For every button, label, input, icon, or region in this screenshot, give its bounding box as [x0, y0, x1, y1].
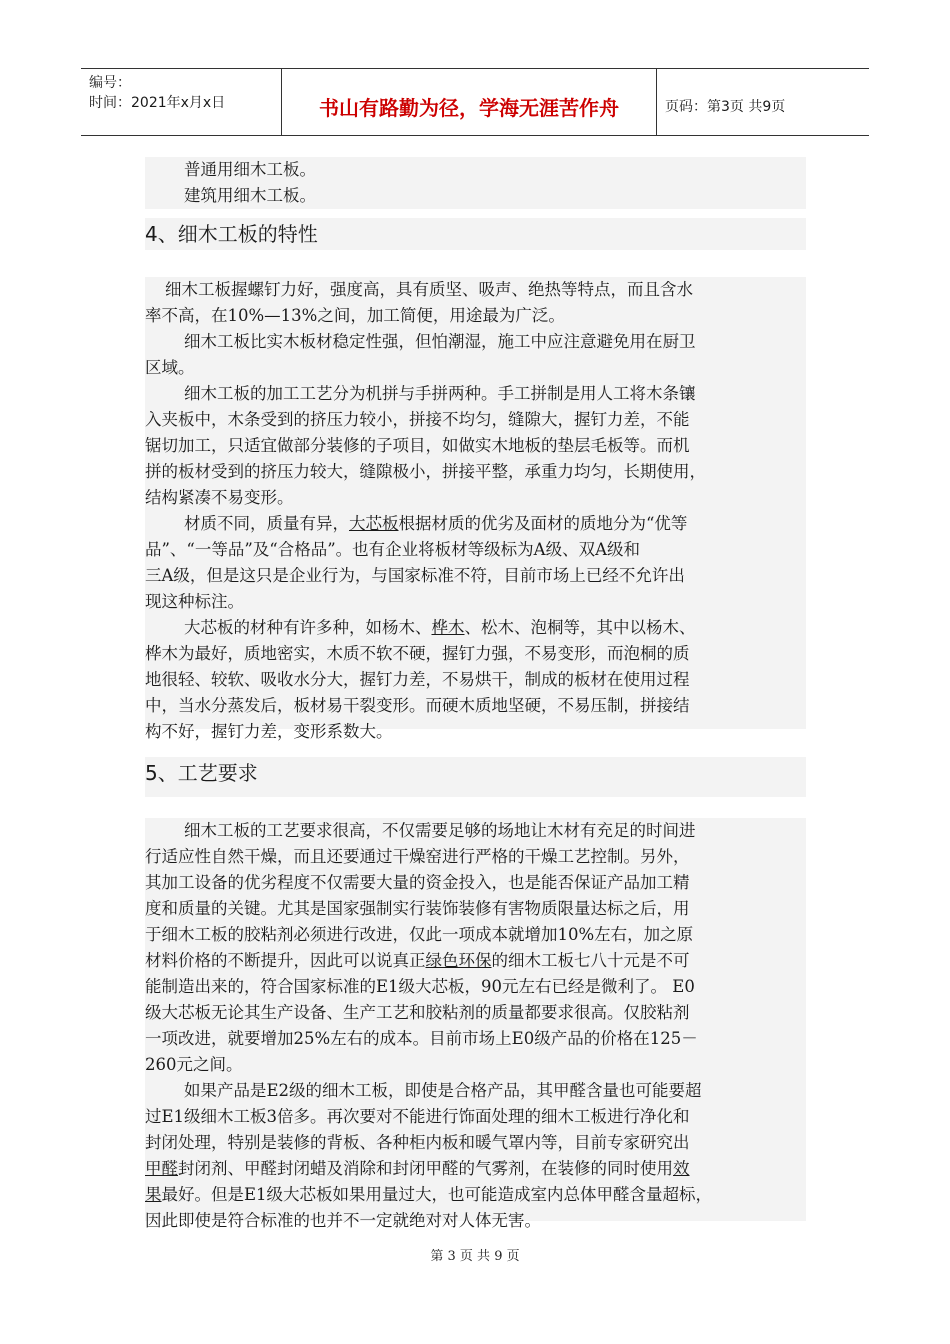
text-fragment: 材料价格的不断提升，因此可以说真正	[145, 951, 426, 970]
text-line	[145, 511, 806, 537]
text-line: 细木工板握螺钉力好，强度高，具有质坚、吸声、绝热等特点，而且含水	[165, 280, 693, 299]
page-header	[81, 68, 869, 136]
link-jiaquan[interactable]: 甲醛	[145, 1159, 178, 1178]
text-fragment: 的细木工板七八十元是不可	[491, 951, 690, 970]
date-label: 时间：2021年x月x日	[89, 95, 226, 111]
text-line: 细木工板的加工工艺分为机拼与手拼两种。手工拼制是用人工将木条镶	[184, 384, 696, 403]
text-line: 过E1级细木工板3倍多。再次要对不能进行饰面处理的细木工板进行净化和	[145, 1107, 690, 1126]
text-line: 其加工设备的优劣程度不仅需要大量的资金投入，也是能否保证产品加工精	[145, 873, 690, 892]
text-line: 封闭处理，特别是装修的背板、各种柜内板和暖气罩内等，目前专家研究出	[145, 1133, 690, 1152]
text-line: 中，当水分蒸发后，板材易干裂变形。而硬木质地坚硬，不易压制，拼接结	[145, 696, 690, 715]
number-label: 编号：	[89, 75, 131, 91]
text-line: 普通用细木工板。	[184, 160, 316, 179]
link-huamu[interactable]: 桦木	[431, 618, 465, 637]
text-line: 率不高，在10%—13%之间，加工简便，用途最为广泛。	[145, 306, 565, 325]
text-line: 细木工板的工艺要求很高，不仅需要足够的场地让木材有充足的时间进	[184, 821, 696, 840]
text-fragment: 材质不同，质量有异，	[184, 514, 349, 533]
section-4-body	[145, 277, 806, 741]
link-xiaoguo-cont[interactable]: 果	[145, 1185, 162, 1204]
text-line: 一项改进，就要增加25%左右的成本。目前市场上E0级产品的价格在125－	[145, 1029, 698, 1048]
text-fragment: 大芯板的材种有许多种，如杨木、	[184, 618, 432, 637]
text-fragment: 根据材质的优劣及面材的质地分为“优等	[398, 514, 688, 533]
text-line: 区域。	[145, 358, 195, 377]
text-line: 行适应性自然干燥，而且还要通过干燥窑进行严格的干燥工艺控制。另外，	[145, 847, 690, 866]
text-line	[145, 615, 806, 641]
section-5-body	[145, 818, 806, 1230]
header-motto: 书山有路勤为径，学海无涯苦作舟	[282, 69, 657, 135]
text-line: 桦木为最好，质地密实，木质不软不硬，握钉力强，不易变形，而泡桐的质	[145, 644, 690, 663]
text-line: 260元之间。	[145, 1055, 243, 1074]
page-footer: 第 3 页 共 9 页	[430, 1249, 520, 1264]
section-5-heading: 5、工艺要求	[145, 757, 806, 797]
top-block	[145, 157, 806, 209]
text-line: 三A级，但是这只是企业行为，与国家标准不符，目前市场上已经不允许出	[145, 566, 685, 585]
text-line: 细木工板比实木板材稳定性强，但怕潮湿，施工中应注意避免用在厨卫	[184, 332, 696, 351]
link-xiaoguo[interactable]: 效	[673, 1159, 690, 1178]
text-line: 于细木工板的胶粘剂必须进行改进，仅此一项成本就增加10%左右，加之原	[145, 925, 694, 944]
text-line	[145, 1182, 806, 1208]
text-fragment: 封闭剂、甲醛封闭蜡及消除和封闭甲醛的气雾剂，在装修的同时使用	[178, 1159, 673, 1178]
text-fragment: 最好。但是E1级大芯板如果用量过大，也可能造成室内总体甲醛含量超标，	[161, 1185, 713, 1204]
text-line	[145, 1156, 806, 1182]
text-line: 如果产品是E2级的细木工板，即使是合格产品，其甲醛含量也可能要超	[184, 1081, 702, 1100]
text-line: 拼的板材受到的挤压力较大，缝隙极小，拼接平整，承重力均匀，长期使用，	[145, 462, 706, 481]
text-line: 现这种标注。	[145, 592, 244, 611]
text-line: 度和质量的关键。尤其是国家强制实行装饰装修有害物质限量达标之后，用	[145, 899, 690, 918]
text-line	[145, 948, 806, 974]
text-line: 建筑用细木工板。	[184, 186, 316, 205]
text-line: 锯切加工，只适宜做部分装修的子项目，如做实木地板的垫层毛板等。而机	[145, 436, 690, 455]
text-line: 构不好，握钉力差，变形系数大。	[145, 722, 393, 741]
text-line: 级大芯板无论其生产设备、生产工艺和胶粘剂的质量都要求很高。仅胶粘剂	[145, 1003, 690, 1022]
section-4-heading: 4、细木工板的特性	[145, 218, 806, 250]
text-line: 地很轻、较软、吸收水分大，握钉力差，不易烘干，制成的板材在使用过程	[145, 670, 690, 689]
text-line: 品”、“一等品”及“合格品”。也有企业将板材等级标为A级、双A级和	[145, 540, 641, 559]
text-line: 因此即使是符合标准的也并不一定就绝对对人体无害。	[145, 1211, 541, 1230]
text-fragment: 、松木、泡桐等，其中以杨木、	[464, 618, 696, 637]
text-line: 能制造出来的，符合国家标准的E1级大芯板，90元左右已经是微利了。 E0	[145, 977, 695, 996]
header-page-label: 页码：第3页 共9页	[665, 99, 786, 115]
header-meta	[81, 69, 282, 135]
text-line: 结构紧凑不易变形。	[145, 488, 294, 507]
link-lvsehuanbao[interactable]: 绿色环保	[425, 951, 492, 970]
text-line: 入夹板中，木条受到的挤压力较小，拼接不均匀，缝隙大，握钉力差，不能	[145, 410, 690, 429]
link-dacinban[interactable]: 大芯板	[349, 514, 399, 533]
